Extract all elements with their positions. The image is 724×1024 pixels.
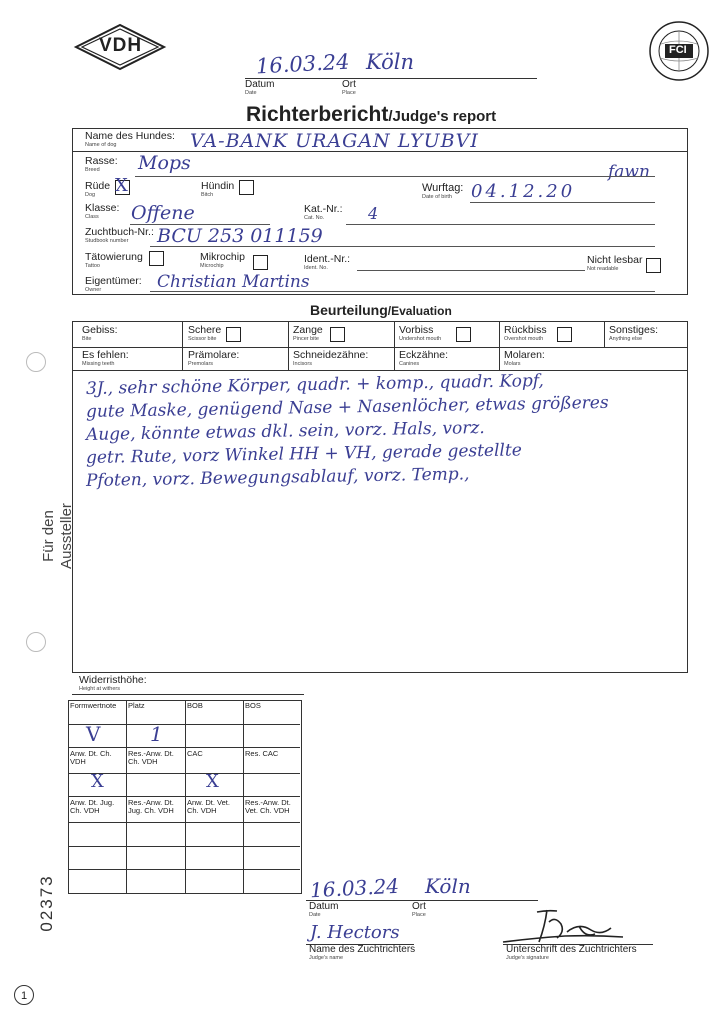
bite-label: Gebiss: Bite [82, 324, 118, 342]
col-divider [182, 321, 183, 371]
row-divider [68, 724, 300, 725]
male-checkbox[interactable] [115, 175, 130, 196]
judge-name-value: J. Hectors [310, 922, 400, 943]
row-divider [68, 747, 300, 748]
header-place-label: Ort Place [342, 79, 356, 96]
molars-label: Molaren: Molars [504, 349, 545, 367]
microchip-label: Mikrochip Microchip [200, 251, 245, 269]
dob-label: Wurftag: Date of birth [422, 182, 464, 200]
report-line: gute Maske, genügend Nase + Nasenlöcher, etwas größeres [85, 392, 609, 422]
row-divider [68, 796, 300, 797]
premolars-label: Prämolare: Premolars [188, 349, 240, 367]
catno-label: Kat.-Nr.: Cat. No. [304, 203, 343, 221]
vdh-logo [72, 22, 168, 72]
dog-name-value: VA-BANK URAGAN LYUBVI [190, 130, 479, 152]
col-divider [288, 321, 289, 371]
height-label: Widerristhöhe: Height at withers [79, 674, 147, 692]
judge-name-label: Name des Zuchtrichters Judge's name [309, 944, 416, 961]
page-number: 1 [20, 990, 28, 1002]
grid-label: Res.-Anw. Dt. Vet. Ch. VDH [245, 798, 291, 815]
row-divider [72, 694, 304, 695]
breed-label: Rasse: Breed [85, 155, 118, 173]
male-label: Rüde Dog [85, 180, 111, 198]
report-line: getr. Rute, vorz Winkel HH + VH, gerade gestellte [85, 440, 522, 468]
dob-value: 04.12.20 [471, 181, 576, 202]
breed-line [135, 176, 655, 177]
catno-line [346, 224, 655, 225]
report-line: 3J., sehr schöne Körper, quadr. + komp., quadr. Kopf, [85, 371, 545, 399]
side-label: Für den Aussteller [40, 503, 75, 569]
pincer-checkbox[interactable] [330, 327, 345, 342]
grid-label: BOB [187, 701, 203, 710]
col-divider [394, 321, 395, 371]
grid-value: X [206, 771, 219, 792]
catno-value: 4 [368, 204, 379, 223]
dog-name-label: Name des Hundes: Name of dog [85, 130, 175, 148]
tattoo-checkbox[interactable] [149, 251, 164, 266]
header-date-label: Datum Date [245, 79, 275, 96]
pincer-label: Zange Pincer bite [293, 324, 323, 342]
canines-label: Eckzähne: Canines [399, 349, 449, 367]
grid-label: Res.-Anw. Dt. Ch. VDH [128, 749, 174, 766]
evaluation-title: Beurteilung/Evaluation [310, 302, 452, 318]
punch-hole-icon [26, 632, 46, 652]
footer-date-label: Datum Date [309, 901, 339, 918]
footer-place-value: Köln [425, 874, 471, 898]
grid-value: 1 [150, 722, 163, 746]
serial-number: 02373 [37, 874, 56, 932]
tattoo-label: Tätowierung Tattoo [85, 251, 143, 269]
grid-label: Res.-Anw. Dt. Jug. Ch. VDH [128, 798, 174, 815]
undershot-checkbox[interactable] [456, 327, 471, 342]
grid-label: CAC [187, 749, 203, 758]
page-number-badge [14, 985, 34, 1005]
male-checkbox-mark: X [115, 175, 128, 196]
fci-logo-text: FCI [669, 44, 687, 56]
judge-signature [495, 902, 635, 948]
grid-value: V [86, 722, 101, 746]
ident-line [357, 270, 585, 271]
owner-line [150, 291, 655, 292]
grid-value: X [91, 771, 104, 792]
evaluation-report [85, 371, 680, 493]
missing-teeth-label: Es fehlen: Missing teeth [82, 349, 129, 367]
studbook-label: Zuchtbuch-Nr.: Studbook number [85, 226, 154, 244]
studbook-line [150, 246, 655, 247]
fci-logo [648, 20, 710, 82]
grid-label: Anw. Dt. Vet. Ch. VDH [187, 798, 230, 815]
punch-hole-icon [26, 352, 46, 372]
unreadable-checkbox[interactable] [646, 258, 661, 273]
footer-place-label: Ort Place [412, 901, 426, 918]
grid-label: Res. CAC [245, 749, 279, 758]
row-divider [68, 869, 300, 870]
female-checkbox[interactable] [239, 180, 254, 195]
undershot-label: Vorbiss Undershot mouth [399, 324, 442, 342]
grid-label: Formwertnote [70, 701, 117, 710]
female-label: Hündin Bitch [201, 180, 235, 198]
overshot-label: Rückbiss Overshot mouth [504, 324, 547, 342]
scissor-label: Schere Scissor bite [188, 324, 222, 342]
report-line: Auge, könnte etwas dkl. sein, vorz. Hals, vorz. [85, 418, 485, 445]
class-label: Klasse: Class [85, 202, 120, 220]
ident-label: Ident.-Nr.: Ident. No. [304, 253, 351, 271]
color-value: fawn [608, 162, 650, 182]
signature-label: Unterschrift des Zuchtrichters Judge's signature [506, 944, 637, 961]
breed-value: Mops [138, 152, 191, 174]
scissor-checkbox[interactable] [226, 327, 241, 342]
col-divider [499, 321, 500, 371]
other-label: Sonstiges: Anything else [609, 324, 659, 342]
grid-label: BOS [245, 701, 261, 710]
unreadable-label: Nicht lesbar Not readable [587, 254, 643, 272]
class-value: Offene [131, 202, 195, 224]
grid-label: Anw. Dt. Jug. Ch. VDH [70, 798, 115, 815]
col-divider [604, 321, 605, 347]
grid-label: Anw. Dt. Ch. VDH [70, 749, 112, 766]
vdh-logo-text: VDH [99, 35, 143, 56]
footer-date-value: 16.03.24 [309, 873, 400, 903]
dob-line [470, 202, 655, 203]
row-divider [68, 822, 300, 823]
row-divider [72, 347, 687, 348]
overshot-checkbox[interactable] [557, 327, 572, 342]
owner-value: Christian Martins [157, 272, 310, 292]
report-line: Pfoten, vorz. Bewegungsablauf, vorz. Temp., [85, 464, 470, 491]
row-divider [68, 846, 300, 847]
header-date-line [245, 78, 537, 79]
owner-label: Eigentümer: Owner [85, 275, 142, 293]
header-place-value: Köln [366, 50, 415, 74]
signature-icon [495, 902, 635, 948]
grid-label: Platz [128, 701, 145, 710]
page-title: Richterbericht/Judge's report [246, 103, 497, 126]
microchip-checkbox[interactable] [253, 255, 268, 270]
header-date-value: 16.03.24 [255, 49, 351, 79]
incisors-label: Schneidezähne: Incisors [293, 349, 369, 367]
studbook-value: BCU 253 011159 [157, 225, 323, 247]
